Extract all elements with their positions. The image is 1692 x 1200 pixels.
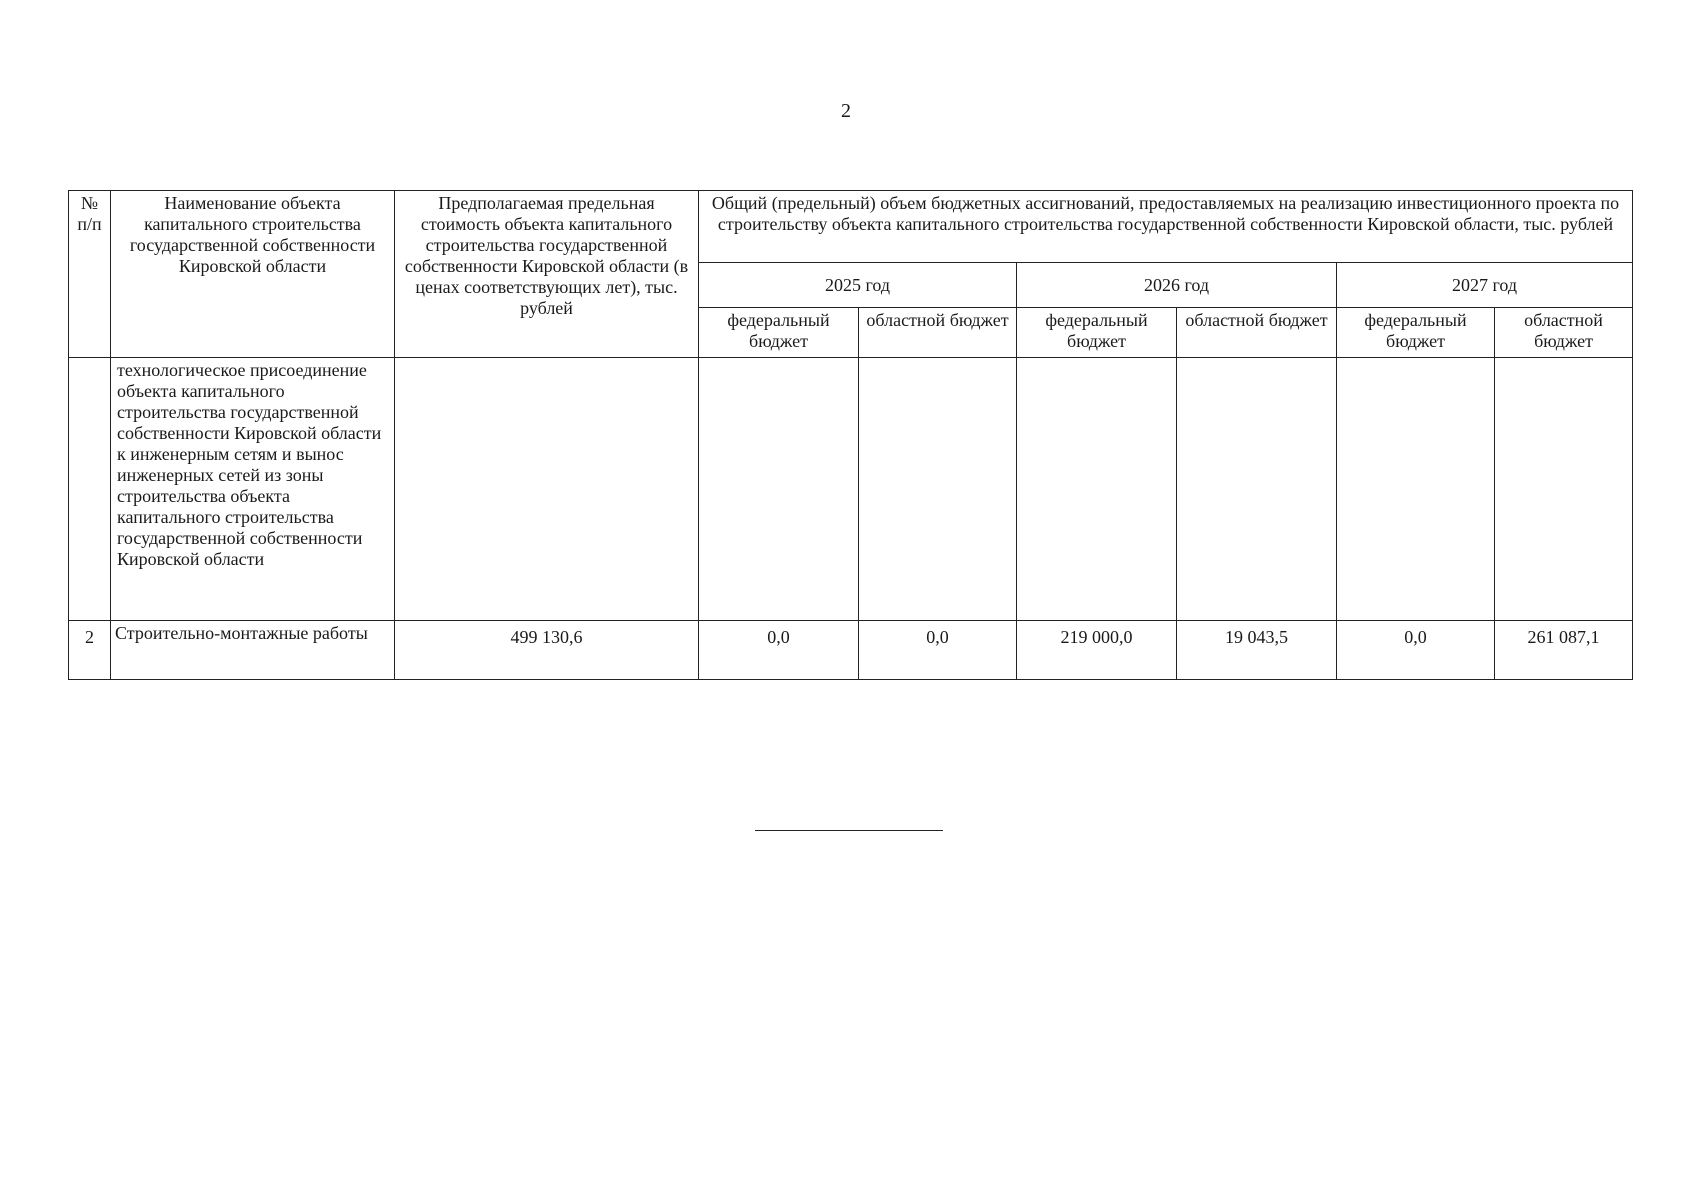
header-year-2025: 2025 год	[699, 263, 1017, 308]
row-value-regional-2025: 0,0	[859, 621, 1017, 680]
budget-allocation-table	[68, 190, 1633, 680]
row-value	[859, 358, 1017, 621]
row-name: технологическое присоединение объекта капитального строительства государственной собственности Кировской области к инженерным сетям и вынос инженерных сетей из зоны строительства объекта капитального строительства государственной собственности Кировской области	[111, 358, 395, 621]
row-num	[69, 358, 111, 621]
row-name: Строительно-монтажные работы	[111, 621, 395, 680]
row-cost: 499 130,6	[395, 621, 699, 680]
header-cost: Предполагаемая предельная стоимость объекта капитального строительства государственной собственности Кировской области (в ценах соответствующих лет), тыс. рублей	[395, 191, 699, 358]
row-value-federal-2025: 0,0	[699, 621, 859, 680]
row-value	[1495, 358, 1633, 621]
table-row	[69, 621, 1633, 680]
row-value	[1017, 358, 1177, 621]
row-value-regional-2027: 261 087,1	[1495, 621, 1633, 680]
row-cost	[395, 358, 699, 621]
header-num: № п/п	[69, 191, 111, 358]
header-name: Наименование объекта капитального строительства государственной собственности Кировской области	[111, 191, 395, 358]
closing-rule	[755, 830, 943, 831]
row-value-federal-2026: 219 000,0	[1017, 621, 1177, 680]
header-federal-2027: федеральный бюджет	[1337, 308, 1495, 358]
header-year-2027: 2027 год	[1337, 263, 1633, 308]
header-regional-2027: областной бюджет	[1495, 308, 1633, 358]
header-total-allocation: Общий (предельный) объем бюджетных ассигнований, предоставляемых на реализацию инвестиционного проекта по строительству объекта капитального строительства государственной собственности Кировской области, тыс. рублей	[699, 191, 1633, 263]
row-value-regional-2026: 19 043,5	[1177, 621, 1337, 680]
page-number: 2	[841, 100, 851, 122]
header-federal-2025: федеральный бюджет	[699, 308, 859, 358]
row-value-federal-2027: 0,0	[1337, 621, 1495, 680]
table-row	[69, 358, 1633, 621]
header-regional-2025: областной бюджет	[859, 308, 1017, 358]
row-num: 2	[69, 621, 111, 680]
row-value	[699, 358, 859, 621]
row-value	[1177, 358, 1337, 621]
header-federal-2026: федеральный бюджет	[1017, 308, 1177, 358]
header-regional-2026: областной бюджет	[1177, 308, 1337, 358]
header-year-2026: 2026 год	[1017, 263, 1337, 308]
row-value	[1337, 358, 1495, 621]
